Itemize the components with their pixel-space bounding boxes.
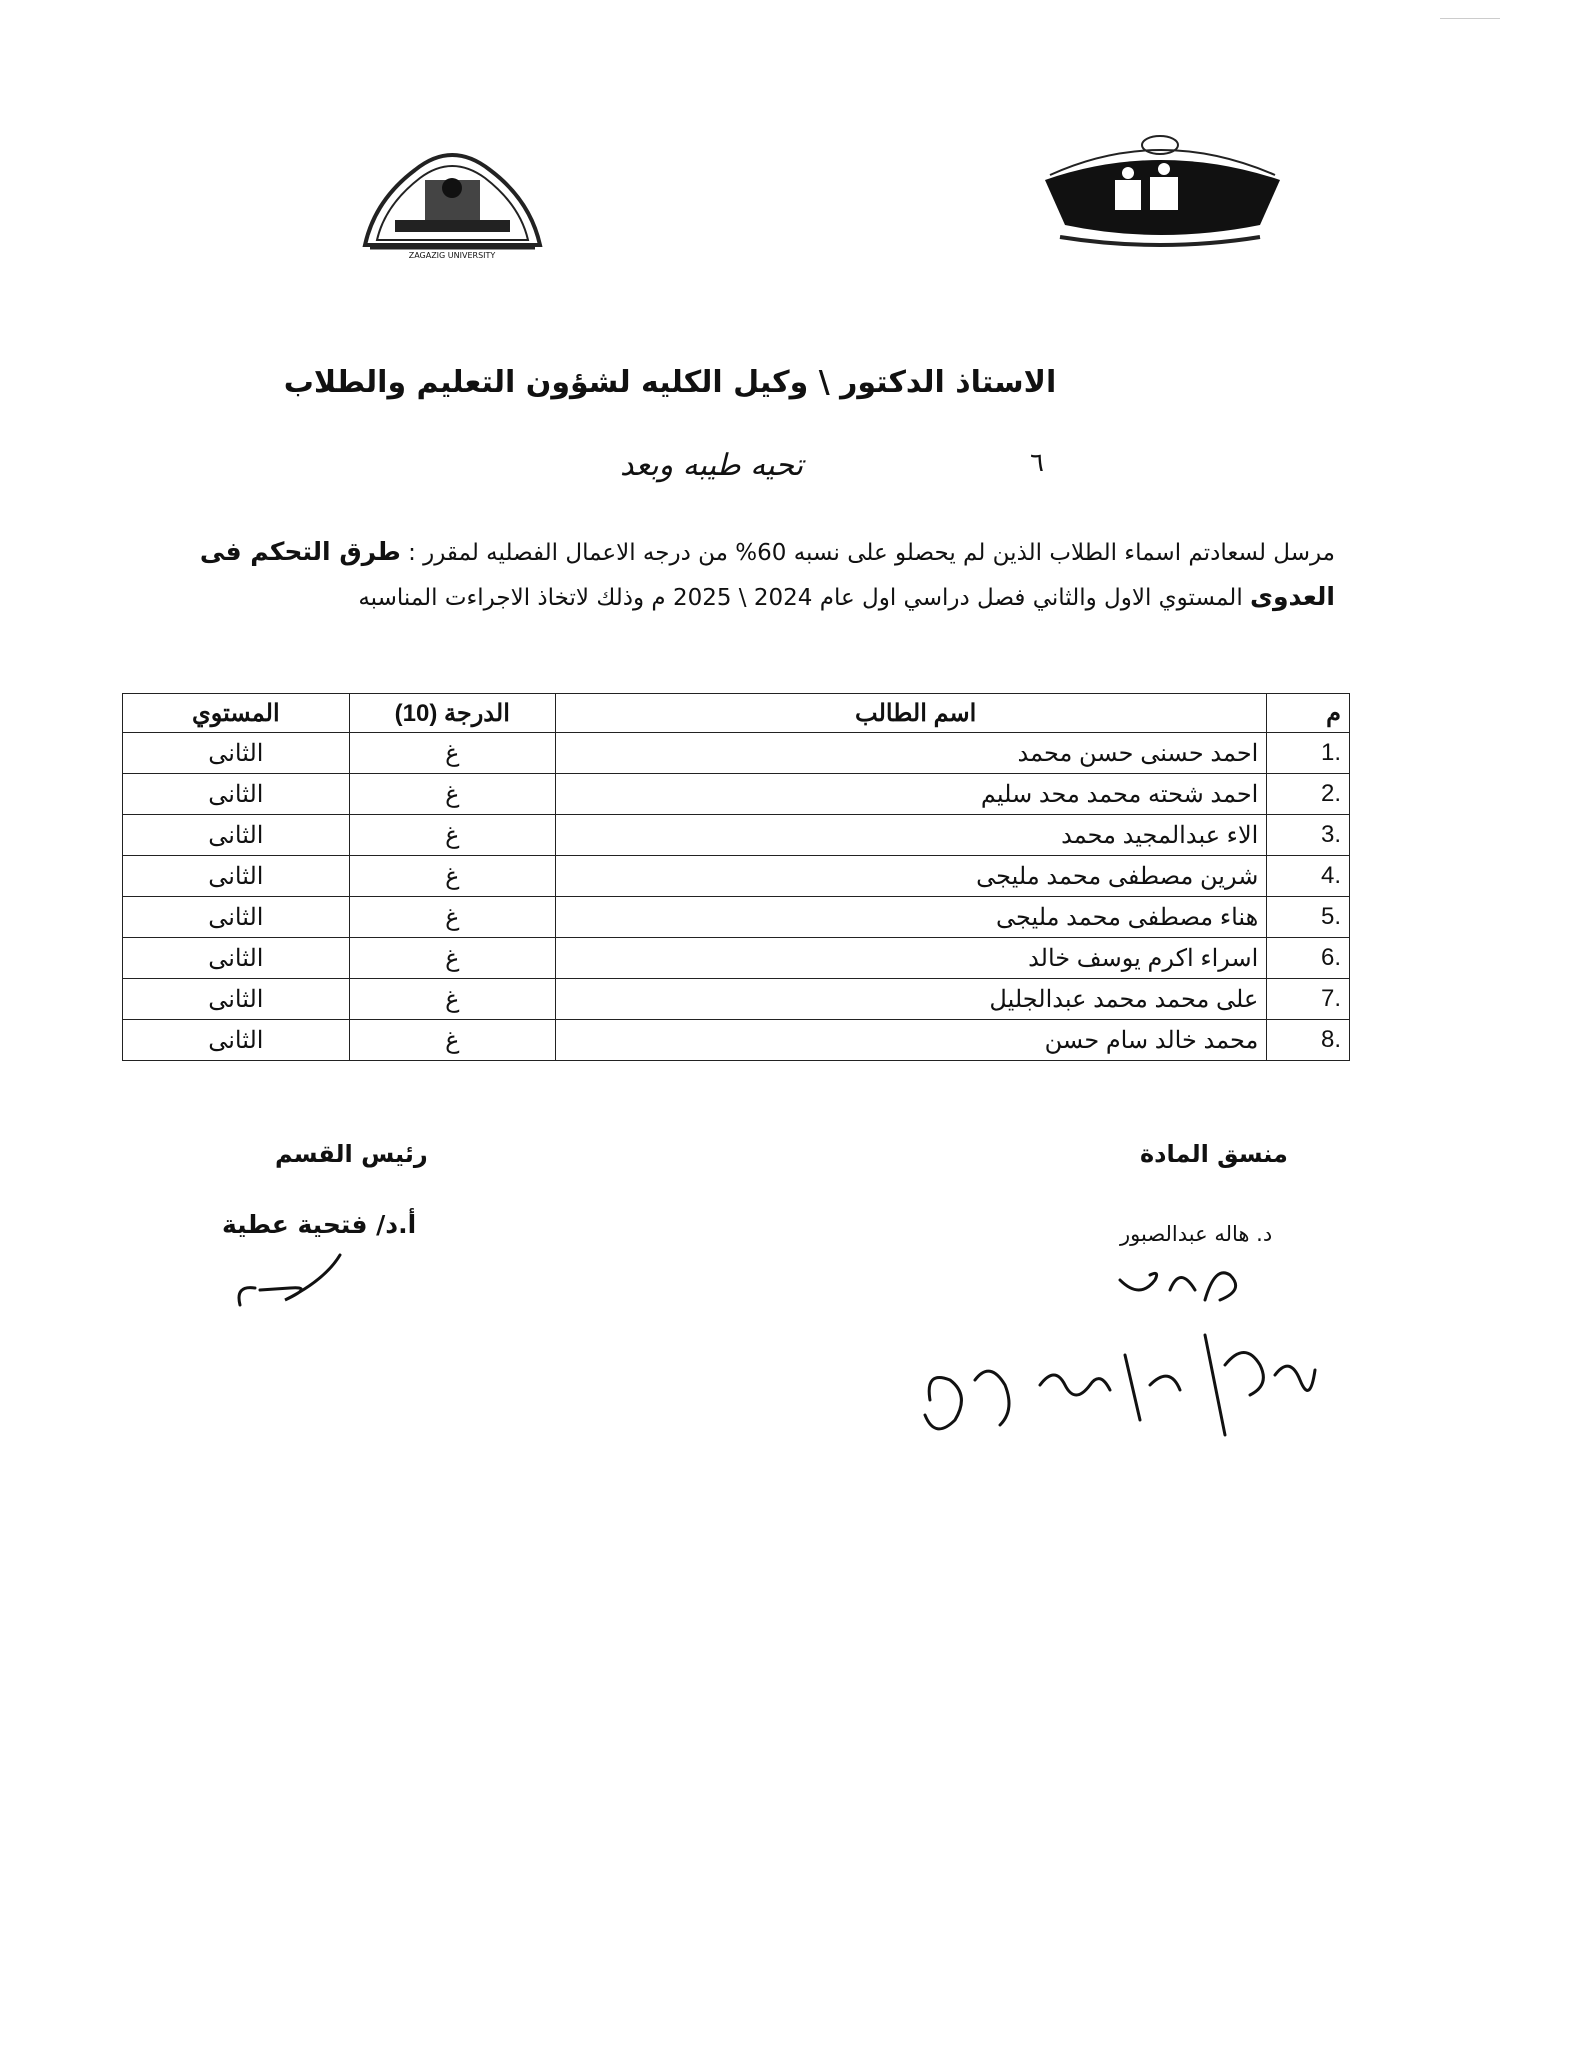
- body-suffix: المستوي الاول والثاني فصل دراسي اول عام 2024 \ 2025 م وذلك لاتخاذ الاجراءت المناسبه: [358, 585, 1251, 611]
- course-name: طرق التحكم فى العدوى: [199, 537, 1335, 611]
- row-num: 4.: [1267, 856, 1350, 897]
- row-num: 7.: [1267, 979, 1350, 1020]
- student-grade: غ: [349, 774, 555, 815]
- handwritten-signature: [915, 1325, 1325, 1450]
- table-header-row: [123, 694, 1350, 733]
- row-num: 1.: [1267, 733, 1350, 774]
- student-grade: غ: [349, 1020, 555, 1061]
- student-level: الثانى: [123, 774, 350, 815]
- student-name: على محمد محمد عبدالجليل: [555, 979, 1266, 1020]
- student-grade: غ: [349, 938, 555, 979]
- university-logo: [355, 140, 550, 260]
- student-name: اسراء اكرم يوسف خالد: [555, 938, 1266, 979]
- student-level: الثانى: [123, 897, 350, 938]
- student-name: محمد خالد سام حسن: [555, 1020, 1266, 1061]
- student-level: الثانى: [123, 815, 350, 856]
- student-grade: غ: [349, 897, 555, 938]
- table-row: [123, 897, 1350, 938]
- student-name: احمد شحته محمد محد سليم: [555, 774, 1266, 815]
- row-num: 3.: [1267, 815, 1350, 856]
- student-level: الثانى: [123, 733, 350, 774]
- table-row: [123, 938, 1350, 979]
- row-num: 8.: [1267, 1020, 1350, 1061]
- body-prefix: مرسل لسعادتم اسماء الطلاب الذين لم يحصلو على نسبه 60% من درجه الاعمال الفصليه لمقرر :: [400, 540, 1335, 566]
- greeting-number: ٦: [1030, 448, 1044, 478]
- student-level: الثانى: [123, 1020, 350, 1061]
- student-grade: غ: [349, 856, 555, 897]
- table-row: [123, 733, 1350, 774]
- coordinator-name: د. هاله عبدالصبور: [1120, 1222, 1273, 1246]
- table-row: [123, 979, 1350, 1020]
- faculty-logo: [1030, 125, 1290, 255]
- coordinator-signature: [1110, 1260, 1250, 1310]
- department-head-name: أ.د/ فتحية عطية: [222, 1210, 417, 1239]
- student-name: شرين مصطفى محمد مليجى: [555, 856, 1266, 897]
- letter-title: الاستاذ الدكتور \ وكيل الكليه لشؤون التعليم والطلاب: [283, 365, 1057, 400]
- table-row: [123, 1020, 1350, 1061]
- table-row: [123, 774, 1350, 815]
- student-name: الاء عبدالمجيد محمد: [555, 815, 1266, 856]
- student-level: الثانى: [123, 938, 350, 979]
- row-num: 5.: [1267, 897, 1350, 938]
- row-num: 2.: [1267, 774, 1350, 815]
- header-grade: الدرجة (10): [349, 694, 555, 733]
- student-name: احمد حسنى حسن محمد: [555, 733, 1266, 774]
- student-level: الثانى: [123, 856, 350, 897]
- header-num: م: [1267, 694, 1350, 733]
- table-row: [123, 815, 1350, 856]
- students-table: [122, 693, 1350, 1061]
- greeting: تحيه طيبه وبعد: [620, 448, 804, 483]
- department-head-label: رئيس القسم: [275, 1140, 428, 1168]
- coordinator-label: منسق المادة: [1140, 1140, 1288, 1168]
- header-level: المستوي: [123, 694, 350, 733]
- table-row: [123, 856, 1350, 897]
- scan-mark: [1440, 18, 1500, 19]
- student-name: هناء مصطفى محمد مليجى: [555, 897, 1266, 938]
- row-num: 6.: [1267, 938, 1350, 979]
- student-grade: غ: [349, 979, 555, 1020]
- header-name: اسم الطالب: [555, 694, 1266, 733]
- svg-text:ZAGAZIG UNIVERSITY: ZAGAZIG UNIVERSITY: [408, 251, 496, 260]
- student-grade: غ: [349, 815, 555, 856]
- department-head-signature: [230, 1250, 350, 1310]
- student-grade: غ: [349, 733, 555, 774]
- letter-body: [140, 530, 1335, 620]
- student-level: الثانى: [123, 979, 350, 1020]
